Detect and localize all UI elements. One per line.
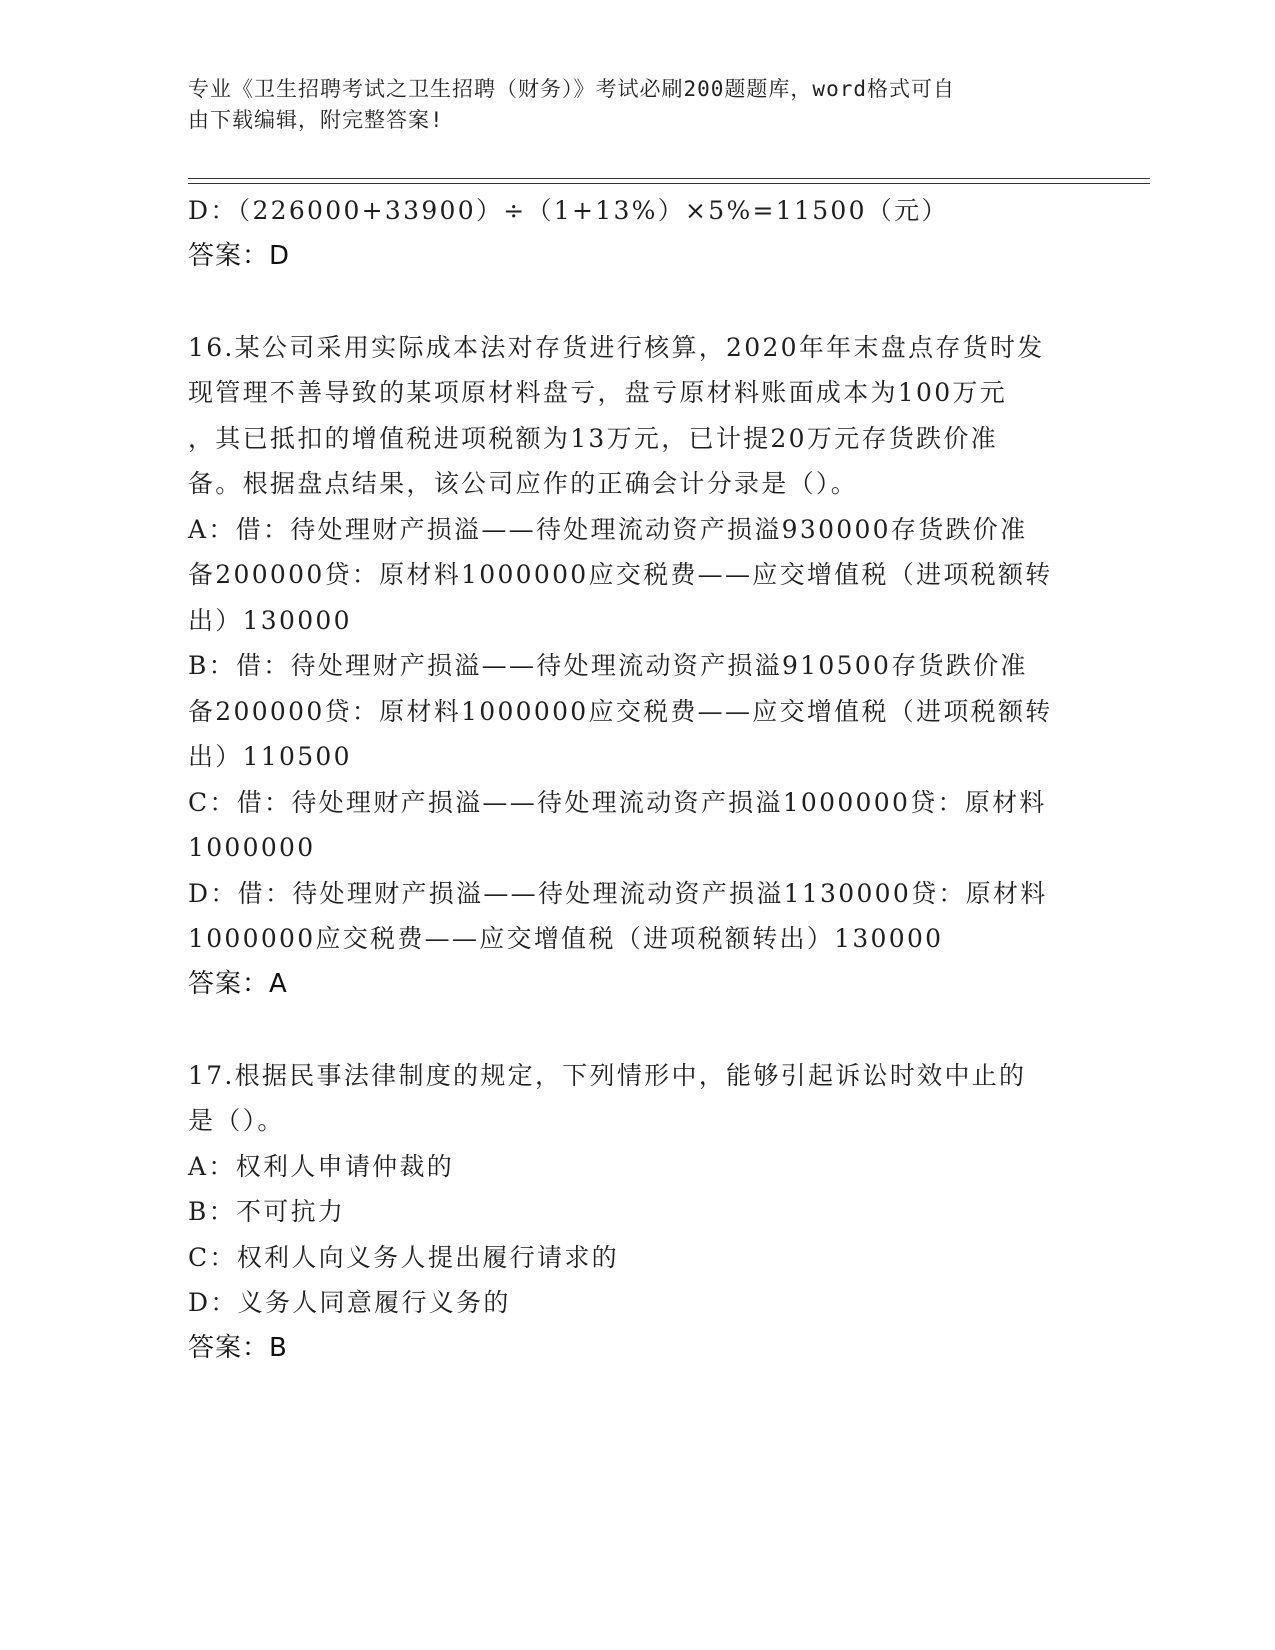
- option-line: D：借：待处理财产损溢——待处理流动资产损溢1130000贷：原材料: [188, 878, 1048, 908]
- answer-line: 答案：B: [188, 1332, 288, 1363]
- option-line: 出）110500: [188, 742, 352, 771]
- stem-line: ，其已抵扣的增值税进项税额为13万元，已计提20万元存货跌价准: [188, 423, 998, 453]
- question-stem: [188, 325, 1088, 507]
- answer-line: 答案：A: [188, 968, 288, 999]
- option-a: A：权利人申请仲裁的: [188, 1151, 455, 1181]
- question-17: [188, 1053, 1088, 1372]
- header-line-2: 由下载编辑，附完整答案!: [188, 108, 444, 132]
- spacer: [188, 1007, 1088, 1053]
- option-line: A：借：待处理财产损溢——待处理流动资产损溢930000存货跌价准: [188, 514, 1028, 544]
- option-line: 备200000贷：原材料1000000应交税费——应交增值税（进项税额转: [188, 560, 1053, 589]
- answer-line: 答案：D: [188, 240, 291, 271]
- stem-line: 备。根据盘点结果，该公司应作的正确会计分录是（）。: [188, 469, 859, 498]
- header-line-1: 专业《卫生招聘考试之卫生招聘（财务）》考试必刷200题题库，word格式可自: [188, 77, 955, 101]
- document-header: [188, 74, 1068, 136]
- question-stem: [188, 1053, 1088, 1144]
- question-16: [188, 325, 1088, 1008]
- spacer: [188, 279, 1088, 325]
- option-line: 1000000: [188, 833, 316, 862]
- option-line: B：借：待处理财产损溢——待处理流动资产损溢910500存货跌价准: [188, 651, 1028, 680]
- option-b: B：不可抗力: [188, 1197, 346, 1226]
- option-a: [188, 507, 1088, 644]
- option-line: 出）130000: [188, 605, 352, 635]
- option-c: C：权利人向义务人提出履行请求的: [188, 1242, 619, 1272]
- header-divider-bottom: [188, 183, 1150, 184]
- stem-line: 现管理不善导致的某项原材料盘亏，盘亏原材料账面成本为100万元: [188, 378, 1008, 407]
- option-line: 1000000应交税费——应交增值税（进项税额转出）130000: [188, 924, 944, 953]
- option-b: [188, 643, 1088, 780]
- option-d: [188, 871, 1088, 962]
- option-c: [188, 780, 1088, 871]
- stem-line: 16.某公司采用实际成本法对存货进行核算，2020年年末盘点存货时发: [188, 332, 1045, 362]
- header-divider-top: [188, 178, 1150, 179]
- option-line: 备200000贷：原材料1000000应交税费——应交增值税（进项税额转: [188, 696, 1053, 726]
- option-d: D：（226000+33900）÷（1+13%）×5%=11500（元）: [188, 196, 949, 225]
- stem-line: 17.根据民事法律制度的规定，下列情形中，能够引起诉讼时效中止的: [188, 1060, 1027, 1090]
- option-line: C：借：待处理财产损溢——待处理流动资产损溢1000000贷：原材料: [188, 787, 1047, 817]
- document-body: [188, 188, 1088, 1371]
- previous-question: [188, 188, 1088, 279]
- stem-line: 是（）。: [188, 1106, 285, 1135]
- option-d: D：义务人同意履行义务的: [188, 1288, 511, 1317]
